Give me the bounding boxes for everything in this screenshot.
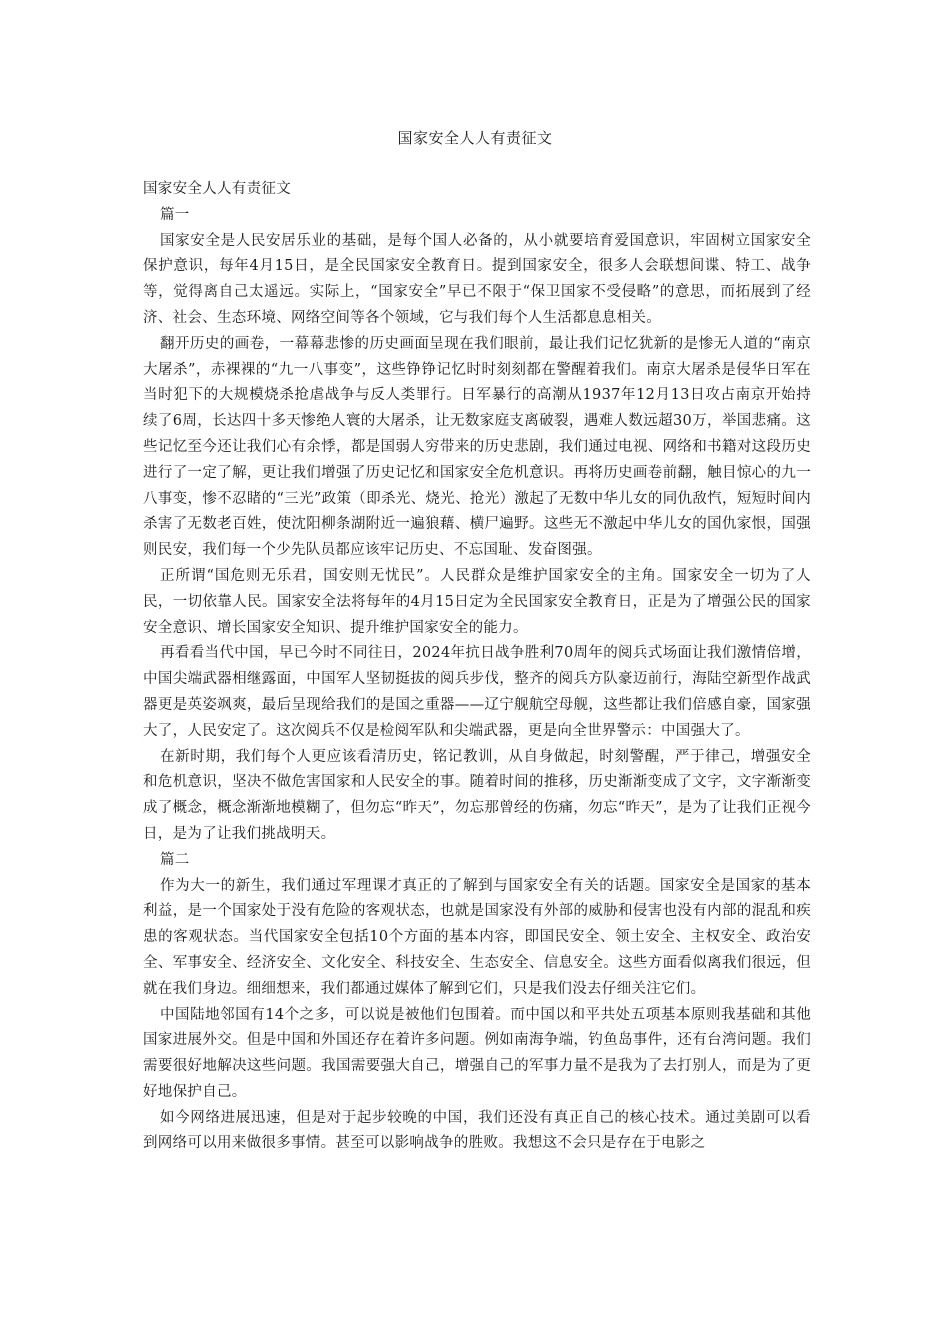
- document-body: [143, 177, 811, 1157]
- paragraph: 再看看当代中国，早已今时不同往日，2024年抗日战争胜利70周年的阅兵式场面让我们激情倍增，中国尖端武器相继露面，中国军人坚韧挺拔的阅兵步伐，整齐的阅兵方队豪迈前行，海陆空新型作战武器更是英姿飒爽，最后呈现给我们的是国之重器——辽宁舰航空母舰，这些都让我们倍感自豪，国家强大了，人民安定了。这次阅兵不仅是检阅军队和尖端武器，更是向全世界警示：中国强大了。: [143, 645, 811, 739]
- paragraph: 中国陆地邻国有14个之多，可以说是被他们包围着。而中国以和平共处五项基本原则我基础和其他国家进展外交。但是中国和外国还存在着许多问题。例如南海争端，钓鱼岛事件，还有台湾问题。我们需要很好地解决这些问题。我国需要强大自己，增强自己的军事力量不是我为了去打别人，而是为了更好地保护自己。: [143, 1006, 811, 1100]
- section-heading-1: 篇一: [160, 206, 190, 223]
- paragraph: 国家安全是人民安居乐业的基础，是每个国人必备的，从小就要培育爱国意识，牢固树立国家安全保护意识，每年4月15日，是全民国家安全教育日。提到国家安全，很多人会联想间谍、特工、战争等，觉得离自己太遥远。实际上，“国家安全”早已不限于“保卫国家不受侵略”的意思，而拓展到了经济、社会、生态环境、网络空间等各个领域，它与我们每个人生活都息息相关。: [143, 232, 811, 326]
- document-title: 国家安全人人有责征文: [397, 129, 553, 147]
- paragraph: 如今网络进展迅速，但是对于起步较晚的中国，我们还没有真正自己的核心技术。通过美剧可以看到网络可以用来做很多事情。甚至可以影响战争的胜败。我想这不会只是存在于电影之: [143, 1109, 811, 1152]
- paragraph: 翻开历史的画卷，一幕幕悲惨的历史画面呈现在我们眼前，最让我们记忆犹新的是惨无人道的“南京大屠杀”，赤裸裸的“九一八事变”，这些铮铮记忆时时刻刻都在警醒着我们。南京大屠杀是侵华日军在当时犯下的大规模烧杀抢虐战争与反人类罪行。日军暴行的高潮从1937年12月13日攻占南京开始持续了6周，长达四十多天惨绝人寰的大屠杀，让无数家庭支离破裂，遇难人数远超30万，举国悲痛。这些记忆至今还让我们心有余悸，都是国弱人穷带来的历史悲剧，我们通过电视、网络和书籍对这段历史进行了一定了解，更让我们增强了历史记忆和国家安全危机意识。再将历史画卷前翻，触目惊心的九一八事变，惨不忍睹的“三光”政策（即杀光、烧光、抢光）激起了无数中华儿女的同仇敌忾，短短时间内杀害了无数老百姓，使沈阳柳条湖附近一遍狼藉、横尸遍野。这些无不激起中华儿女的国仇家恨，国强则民安，我们每一个少先队员都应该牢记历史、不忘国耻、发奋图强。: [143, 335, 811, 559]
- paragraph: 正所谓“国危则无乐君，国安则无忧民”。人民群众是维护国家安全的主角。国家安全一切为了人民，一切依靠人民。国家安全法将每年的4月15日定为全民国家安全教育日，正是为了增强公民的国家安全意识、增长国家安全知识、提升维护国家安全的能力。: [143, 567, 811, 636]
- paragraph: 在新时期，我们每个人更应该看清历史，铭记教训，从自身做起，时刻警醒，严于律己，增强安全和危机意识，坚决不做危害国家和人民安全的事。随着时间的推移，历史渐渐变成了文字，文字渐渐变成了概念，概念渐渐地模糊了，但勿忘“昨天”，勿忘那曾经的伤痛，勿忘“昨天”，是为了让我们正视今日，是为了让我们挑战明天。: [143, 748, 811, 842]
- paragraph: 作为大一的新生，我们通过军理课才真正的了解到与国家安全有关的话题。国家安全是国家的基本利益，是一个国家处于没有危险的客观状态，也就是国家没有外部的威胁和侵害也没有内部的混乱和疾患的客观状态。当代国家安全包括10个方面的基本内容，即国民安全、领土安全、主权安全、政治安全、军事安全、经济安全、文化安全、科技安全、生态安全、信息安全。这些方面看似离我们很远，但就在我们身边。细细想来，我们都通过媒体了解到它们，只是我们没去仔细关注它们。: [143, 877, 811, 997]
- section-heading-2: 篇二: [160, 851, 190, 868]
- document-subtitle: 国家安全人人有责征文: [143, 181, 291, 197]
